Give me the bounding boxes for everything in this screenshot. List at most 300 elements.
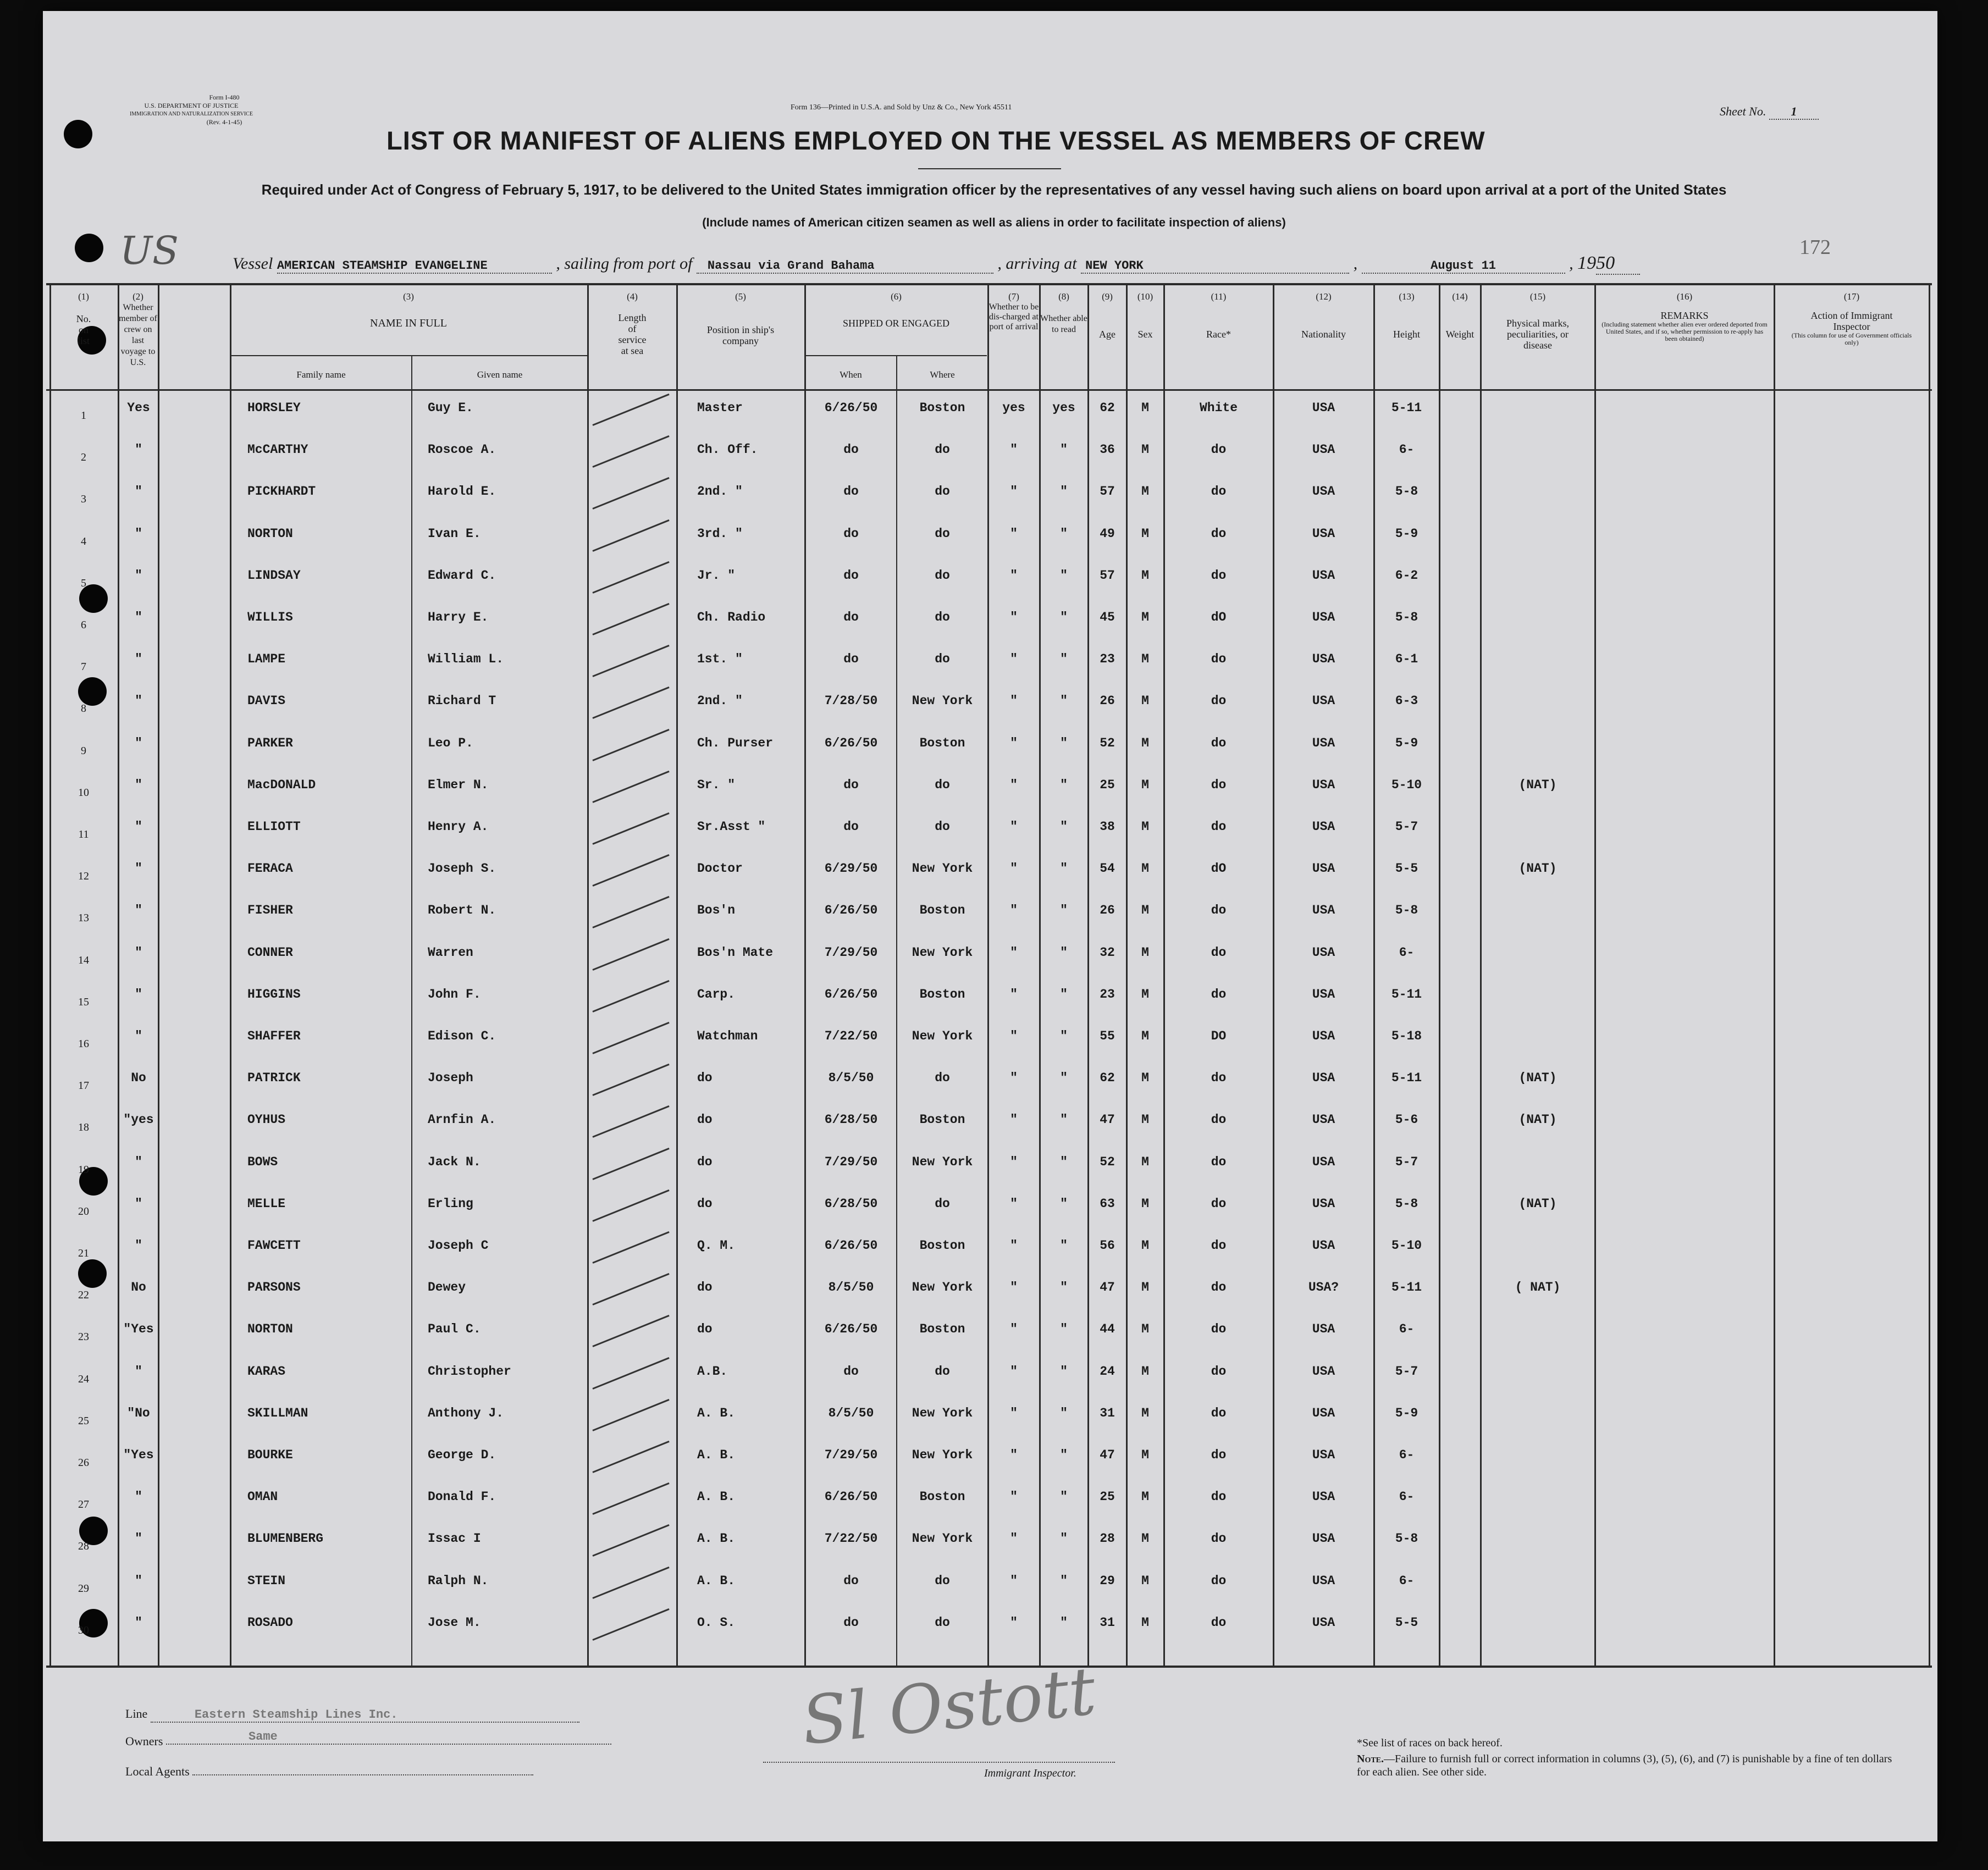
header-col-17: (17) Action of Immigrant Inspector (This column for use of Government officials only) — [1791, 291, 1912, 346]
given-name: John F. — [428, 987, 481, 1002]
table-row — [43, 690, 1937, 715]
race: do — [1211, 777, 1227, 792]
header-col-12: (12) Nationality — [1301, 291, 1346, 340]
height: 6- — [1399, 1490, 1415, 1504]
able-to-read: " — [1060, 1280, 1068, 1295]
shipped-when: 7/22/50 — [824, 1531, 878, 1546]
family-name: OMAN — [247, 1490, 278, 1504]
shipped-where: Boston — [919, 735, 965, 750]
height: 5-8 — [1395, 484, 1418, 499]
row-number: 28 — [78, 1540, 89, 1553]
table-row — [43, 480, 1937, 506]
last-voyage: " — [135, 735, 142, 750]
race: do — [1211, 987, 1227, 1002]
discharged: " — [1010, 1531, 1018, 1546]
subnote: (Include names of American citizen seamen as well as aliens in order to facilitate inspection of aliens) — [702, 215, 1286, 229]
shipped-when: do — [843, 652, 859, 667]
last-voyage: "Yes — [123, 1322, 154, 1337]
service-length-mark — [592, 1399, 669, 1431]
margin-note: US — [120, 228, 179, 273]
sex: M — [1141, 1196, 1149, 1211]
header-col-10: (10) Sex — [1137, 291, 1153, 340]
discharged: " — [1010, 652, 1018, 667]
row-number: 29 — [78, 1582, 89, 1595]
table-row — [43, 523, 1937, 545]
family-name: KARAS — [247, 1364, 286, 1379]
shipped-where: New York — [912, 945, 973, 960]
shipped-when: do — [843, 777, 859, 792]
given-name: Ivan E. — [428, 526, 481, 541]
row-number: 1 — [81, 410, 86, 422]
nationality: USA — [1312, 1573, 1335, 1588]
shipped-when: 6/26/50 — [824, 735, 878, 750]
discharged: " — [1010, 1322, 1018, 1337]
sex: M — [1141, 1364, 1149, 1379]
physical-marks — [1481, 983, 1594, 1005]
physical-marks — [1481, 1235, 1594, 1257]
table-row — [43, 397, 1937, 422]
service-length-mark — [592, 896, 669, 928]
shipped-where: do — [935, 1573, 950, 1588]
race: do — [1211, 1573, 1227, 1588]
race: do — [1211, 1154, 1227, 1169]
service-length-mark — [592, 1524, 669, 1557]
able-to-read: " — [1060, 1448, 1068, 1462]
last-voyage: " — [135, 987, 142, 1002]
able-to-read: " — [1060, 1364, 1068, 1379]
able-to-read: " — [1060, 652, 1068, 667]
row-number: 8 — [81, 702, 86, 715]
row-number: 30 — [78, 1624, 89, 1636]
family-name: OYHUS — [247, 1113, 286, 1127]
nationality: USA — [1312, 1071, 1335, 1086]
table-row — [43, 732, 1937, 757]
age: 55 — [1100, 1029, 1115, 1043]
last-voyage: " — [135, 652, 142, 667]
shipped-where: New York — [912, 694, 973, 709]
table-row — [43, 1444, 1937, 1469]
physical-marks — [1481, 1151, 1594, 1173]
header-col-13: (13) Height — [1393, 291, 1420, 340]
shipped-when: do — [843, 610, 859, 624]
last-voyage: " — [135, 861, 142, 876]
family-name: ELLIOTT — [247, 820, 301, 834]
age: 36 — [1100, 442, 1115, 457]
height: 5-11 — [1391, 987, 1422, 1002]
shipped-where: do — [935, 1196, 950, 1211]
discharged: " — [1010, 1615, 1018, 1630]
given-name: Arnfin A. — [428, 1113, 496, 1127]
position: do — [697, 1113, 713, 1127]
age: 24 — [1100, 1364, 1115, 1379]
table-row — [43, 1318, 1937, 1343]
manifest-sheet — [43, 11, 1937, 1841]
given-name: Harold E. — [428, 484, 496, 499]
service-length-mark — [592, 729, 669, 761]
given-name: Richard T — [428, 694, 496, 709]
penalty-note: Note.—Failure to furnish full or correct information in columns (3), (5), (6), and (7) is punishable by a fine of ten dollars for each alien. See other side. — [1357, 1753, 1892, 1778]
service-length-mark — [592, 1315, 669, 1347]
service-length-mark — [592, 1105, 669, 1138]
sex: M — [1141, 945, 1149, 960]
family-name: DAVIS — [247, 694, 286, 709]
last-voyage: "No — [127, 1406, 150, 1420]
shipped-when: 6/26/50 — [824, 1238, 878, 1253]
service-length-mark — [592, 1357, 669, 1390]
position: do — [697, 1322, 713, 1337]
age: 47 — [1100, 1113, 1115, 1127]
table-row — [43, 1276, 1937, 1302]
stamp-number: 172 — [1799, 236, 1831, 259]
last-voyage: " — [135, 1196, 142, 1211]
age: 26 — [1100, 903, 1115, 918]
position: Bos'n — [697, 903, 736, 918]
able-to-read: " — [1060, 1113, 1068, 1127]
shipped-when: 7/22/50 — [824, 1029, 878, 1043]
row-number: 12 — [78, 870, 89, 883]
physical-marks — [1481, 816, 1594, 838]
sex: M — [1141, 987, 1149, 1002]
height: 5-8 — [1395, 1196, 1418, 1211]
able-to-read: " — [1060, 694, 1068, 709]
given-name: Joseph — [428, 1071, 473, 1086]
position: do — [697, 1071, 713, 1086]
position: Carp. — [697, 987, 736, 1002]
age: 57 — [1100, 484, 1115, 499]
service-length-mark — [592, 771, 669, 803]
row-number: 5 — [81, 577, 86, 589]
header-col-6: (6) SHIPPED OR ENGAGED — [842, 291, 949, 329]
able-to-read: " — [1060, 861, 1068, 876]
shipped-where: Boston — [919, 1238, 965, 1253]
sex: M — [1141, 610, 1149, 624]
last-voyage: " — [135, 442, 142, 457]
discharged: " — [1010, 1238, 1018, 1253]
able-to-read: " — [1060, 484, 1068, 499]
given-name: Warren — [428, 945, 473, 960]
discharged: " — [1010, 568, 1018, 583]
height: 6-1 — [1395, 652, 1418, 667]
discharged: " — [1010, 442, 1018, 457]
physical-marks — [1481, 1444, 1594, 1466]
last-voyage: No — [131, 1280, 146, 1295]
row-number: 10 — [78, 786, 89, 799]
age: 57 — [1100, 568, 1115, 583]
service-length-mark — [592, 603, 669, 635]
nationality: USA — [1312, 1113, 1335, 1127]
shipped-where: do — [935, 1071, 950, 1086]
nationality: USA — [1312, 987, 1335, 1002]
able-to-read: " — [1060, 1615, 1068, 1630]
discharged: " — [1010, 526, 1018, 541]
sex: M — [1141, 694, 1149, 709]
family-name: ROSADO — [247, 1615, 293, 1630]
position: 2nd. " — [697, 694, 743, 709]
given-name: Roscoe A. — [428, 442, 496, 457]
physical-marks — [1481, 942, 1594, 964]
physical-marks — [1481, 1402, 1594, 1424]
physical-marks — [1481, 1486, 1594, 1508]
sex: M — [1141, 1406, 1149, 1420]
last-voyage: " — [135, 1154, 142, 1169]
position: Jr. " — [697, 568, 736, 583]
shipped-when: do — [843, 526, 859, 541]
discharged: " — [1010, 1448, 1018, 1462]
nationality: USA — [1312, 694, 1335, 709]
shipped-when: 7/29/50 — [824, 945, 878, 960]
physical-marks — [1481, 690, 1594, 712]
physical-marks: (NAT) — [1518, 1196, 1557, 1211]
inspector-label: Immigrant Inspector. — [984, 1767, 1076, 1779]
position: 1st. " — [697, 652, 743, 667]
height: 5-8 — [1395, 610, 1418, 624]
sex: M — [1141, 903, 1149, 918]
shipped-where: do — [935, 526, 950, 541]
position: 2nd. " — [697, 484, 743, 499]
position: A. B. — [697, 1531, 736, 1546]
sex: M — [1141, 1322, 1149, 1337]
nationality: USA — [1312, 903, 1335, 918]
row-number: 18 — [78, 1121, 89, 1134]
age: 52 — [1100, 735, 1115, 750]
sex: M — [1141, 1280, 1149, 1295]
age: 38 — [1100, 820, 1115, 834]
service-length-mark — [592, 1273, 669, 1305]
last-voyage: " — [135, 1573, 142, 1588]
physical-marks: (NAT) — [1518, 861, 1557, 876]
family-name: BLUMENBERG — [247, 1531, 324, 1546]
shipped-where: Boston — [919, 401, 965, 415]
service-length-mark — [592, 1022, 669, 1054]
header-family-name: Family name — [296, 369, 346, 380]
age: 23 — [1100, 652, 1115, 667]
sheet-number: Sheet No. 1 — [1720, 104, 1819, 120]
physical-marks — [1481, 1528, 1594, 1550]
discharged: " — [1010, 1573, 1018, 1588]
physical-marks — [1481, 523, 1594, 545]
line-field: Line Eastern Steamship Lines Inc. — [125, 1707, 579, 1723]
family-name: FAWCETT — [247, 1238, 301, 1253]
last-voyage: " — [135, 1029, 142, 1043]
row-number: 14 — [78, 954, 89, 966]
given-name: Joseph S. — [428, 861, 496, 876]
family-name: MELLE — [247, 1196, 286, 1211]
race: do — [1211, 735, 1227, 750]
table-row — [43, 1402, 1937, 1427]
family-name: McCARTHY — [247, 442, 308, 457]
race: do — [1211, 903, 1227, 918]
race: do — [1211, 1615, 1227, 1630]
given-name: Dewey — [428, 1280, 466, 1295]
family-name: HORSLEY — [247, 401, 301, 415]
row-number: 21 — [78, 1247, 89, 1259]
able-to-read: " — [1060, 735, 1068, 750]
race: do — [1211, 1448, 1227, 1462]
last-voyage: " — [135, 610, 142, 624]
shipped-when: do — [843, 568, 859, 583]
height: 5-11 — [1391, 1280, 1422, 1295]
sex: M — [1141, 1071, 1149, 1086]
physical-marks — [1481, 1360, 1594, 1382]
shipped-when: 6/26/50 — [824, 1490, 878, 1504]
able-to-read: " — [1060, 903, 1068, 918]
discharged: " — [1010, 777, 1018, 792]
physical-marks — [1481, 899, 1594, 921]
nationality: USA — [1312, 1531, 1335, 1546]
header-col-4: (4) Length of service at sea — [618, 291, 647, 356]
discharged: " — [1010, 1029, 1018, 1043]
nationality: USA — [1312, 610, 1335, 624]
position: Doctor — [697, 861, 743, 876]
able-to-read: " — [1060, 1071, 1068, 1086]
header-col-14: (14) Weight — [1445, 291, 1475, 340]
table-row — [43, 1570, 1937, 1595]
able-to-read: " — [1060, 1238, 1068, 1253]
shipped-when: do — [843, 1364, 859, 1379]
table-row — [43, 1025, 1937, 1050]
height: 5-10 — [1391, 1238, 1422, 1253]
sex: M — [1141, 1113, 1149, 1127]
signature-line — [763, 1762, 1115, 1763]
nationality: USA — [1312, 777, 1335, 792]
position: A. B. — [697, 1573, 736, 1588]
inspector-signature: Sl Ostott — [798, 1653, 1100, 1760]
nationality: USA — [1312, 1154, 1335, 1169]
race: White — [1199, 401, 1238, 415]
nationality: USA — [1312, 1448, 1335, 1462]
table-row — [43, 565, 1937, 587]
physical-marks — [1481, 648, 1594, 670]
given-name: William L. — [428, 652, 504, 667]
table-row — [43, 439, 1937, 464]
height: 5-11 — [1391, 401, 1422, 415]
family-name: HIGGINS — [247, 987, 301, 1002]
family-name: PICKHARDT — [247, 484, 316, 499]
age: 62 — [1100, 401, 1115, 415]
position: Ch. Off. — [697, 442, 758, 457]
age: 32 — [1100, 945, 1115, 960]
shipped-where: do — [935, 568, 950, 583]
able-to-read: " — [1060, 1406, 1068, 1420]
nationality: USA — [1312, 568, 1335, 583]
physical-marks — [1481, 606, 1594, 628]
nationality: USA — [1312, 861, 1335, 876]
race: do — [1211, 1364, 1227, 1379]
row-number: 20 — [78, 1205, 89, 1218]
height: 6- — [1399, 1322, 1415, 1337]
shipped-where: New York — [912, 861, 973, 876]
given-name: Anthony J. — [428, 1406, 504, 1420]
position: Sr.Asst " — [697, 820, 766, 834]
header-where: Where — [930, 369, 955, 380]
able-to-read: " — [1060, 1196, 1068, 1211]
sex: M — [1141, 820, 1149, 834]
age: 31 — [1100, 1406, 1115, 1420]
height: 5-9 — [1395, 735, 1418, 750]
service-length-mark — [592, 519, 669, 552]
row-number: 15 — [78, 995, 89, 1008]
height: 5-11 — [1391, 1071, 1422, 1086]
owners-field: Owners Same — [125, 1734, 611, 1750]
table-row — [43, 648, 1937, 673]
race: do — [1211, 1280, 1227, 1295]
last-voyage: Yes — [127, 401, 150, 415]
discharged: yes — [1002, 401, 1025, 415]
service-length-mark — [592, 477, 669, 510]
table-row — [43, 1612, 1937, 1634]
service-length-mark — [592, 812, 669, 845]
shipped-where: Boston — [919, 1490, 965, 1504]
able-to-read: " — [1060, 610, 1068, 624]
service-length-mark — [592, 854, 669, 887]
given-name: Edward C. — [428, 568, 496, 583]
position: A. B. — [697, 1448, 736, 1462]
row-number: 4 — [81, 535, 86, 547]
given-name: Donald F. — [428, 1490, 496, 1504]
given-name: Edison C. — [428, 1029, 496, 1043]
family-name: WILLIS — [247, 610, 293, 624]
shipped-when: 7/29/50 — [824, 1154, 878, 1169]
shipped-where: do — [935, 1364, 950, 1379]
service-length-mark — [592, 687, 669, 719]
service-length-mark — [592, 1231, 669, 1264]
discharged: " — [1010, 735, 1018, 750]
height: 6- — [1399, 1448, 1415, 1462]
service-length-mark — [592, 1190, 669, 1222]
header-col-9: (9) Age — [1099, 291, 1116, 340]
last-voyage: " — [135, 568, 142, 583]
discharged: " — [1010, 1154, 1018, 1169]
given-name: Henry A. — [428, 820, 489, 834]
shipped-where: do — [935, 1615, 950, 1630]
table-row — [43, 1360, 1937, 1385]
service-length-mark — [592, 1064, 669, 1096]
shipped-when: do — [843, 442, 859, 457]
position: Sr. " — [697, 777, 736, 792]
height: 5-7 — [1395, 1154, 1418, 1169]
sex: M — [1141, 1029, 1149, 1043]
height: 5-5 — [1395, 861, 1418, 876]
physical-marks: (NAT) — [1518, 1113, 1557, 1127]
family-name: STEIN — [247, 1573, 286, 1588]
shipped-where: New York — [912, 1531, 973, 1546]
given-name: Elmer N. — [428, 777, 489, 792]
race: do — [1211, 568, 1227, 583]
height: 5-10 — [1391, 777, 1422, 792]
last-voyage: " — [135, 903, 142, 918]
height: 5-5 — [1395, 1615, 1418, 1630]
race: do — [1211, 945, 1227, 960]
sex: M — [1141, 735, 1149, 750]
given-name: George D. — [428, 1448, 496, 1462]
header-col-1: (1) No. on list — [76, 291, 91, 346]
table-row — [43, 606, 1937, 631]
row-number: 11 — [78, 828, 89, 840]
family-name: PATRICK — [247, 1071, 301, 1086]
nationality: USA — [1312, 1029, 1335, 1043]
race: dO — [1211, 861, 1227, 876]
sex: M — [1141, 526, 1149, 541]
last-voyage: " — [135, 484, 142, 499]
discharged: " — [1010, 987, 1018, 1002]
physical-marks — [1481, 1612, 1594, 1634]
age: 29 — [1100, 1573, 1115, 1588]
local-agents-field: Local Agents — [125, 1764, 533, 1779]
able-to-read: " — [1060, 1531, 1068, 1546]
header-col-2: (2) Whether member of crew on last voyage to U.S. — [119, 291, 157, 367]
shipped-when: 8/5/50 — [828, 1406, 874, 1420]
family-name: NORTON — [247, 1322, 293, 1337]
